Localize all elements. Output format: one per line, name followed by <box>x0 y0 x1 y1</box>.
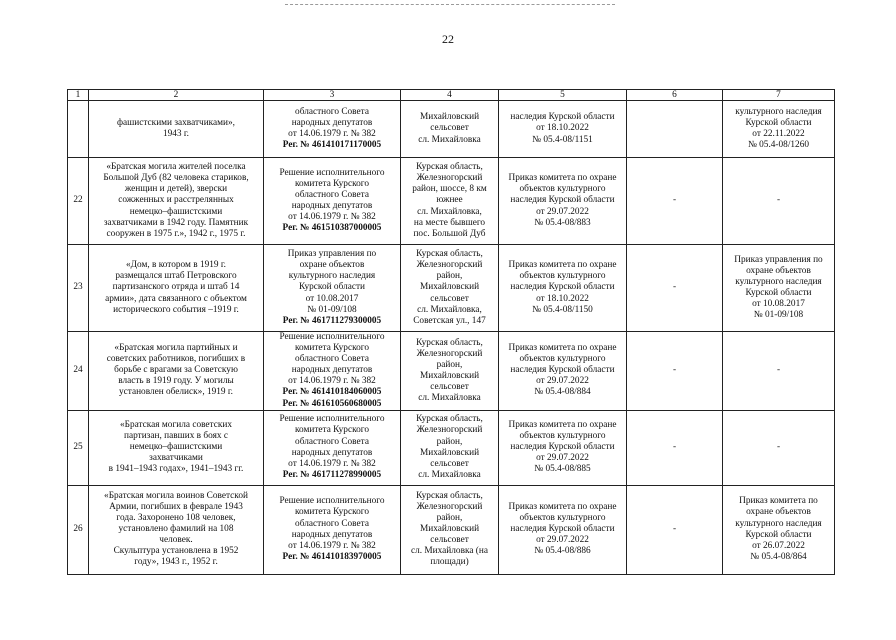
object-name-cell: «Братская могила жителей поселка Большой Дуб (82 человека стариков, женщин и детей), зверски сожженных и расстрелянных немецко–фашистскими захватчиками в 1942 году. Памятник сооружен в 1975 г.», 1942 г., 1975 г. <box>89 158 264 245</box>
column-6-cell: - <box>627 332 723 411</box>
order-cell: Приказ комитета по охране объектов культурного наследия Курской области от 29.07.2022 № 05.4-08/886 <box>499 485 627 574</box>
registration-number: Рег. № 461410184060005 <box>282 387 382 398</box>
row-number-cell: 22 <box>68 158 89 245</box>
registration-number: Рег. № 461610560680005 <box>282 398 382 409</box>
registration-number: Рег. № 461410171170005 <box>282 140 382 151</box>
column-6-cell: - <box>627 410 723 485</box>
heritage-registry-table <box>67 89 835 575</box>
order-cell: Приказ комитета по охране объектов культурного наследия Курской области от 29.07.2022 № 05.4-08/885 <box>499 410 627 485</box>
object-name-cell: «Дом, в котором в 1919 г. размещался штаб Петровского партизанского отряда и штаб 14 армии», дата связанного с объектом исторического события –1919 г. <box>89 245 264 332</box>
table-row <box>68 485 835 574</box>
row-number-cell: 24 <box>68 332 89 411</box>
column-7-cell: - <box>723 332 835 411</box>
column-7-cell: Приказ комитета по охране объектов культурного наследия Курской области от 26.07.2022 № 05.4-08/864 <box>723 485 835 574</box>
column-7-cell: - <box>723 158 835 245</box>
order-cell: наследия Курской области от 18.10.2022 № 05.4-08/1151 <box>499 101 627 158</box>
registration-number: Рег. № 461510387000005 <box>282 223 382 234</box>
header-cell: 3 <box>264 90 401 101</box>
table-row <box>68 101 835 158</box>
table-row <box>68 410 835 485</box>
header-cell: 6 <box>627 90 723 101</box>
column-7-cell: культурного наследия Курской области от 22.11.2022 № 05.4-08/1260 <box>723 101 835 158</box>
column-6-cell <box>627 101 723 158</box>
address-cell: Курская область, Железногорский район, Михайловский сельсовет сл. Михайловка, Советская ул., 147 <box>401 245 499 332</box>
header-row <box>68 90 835 101</box>
header-cell: 2 <box>89 90 264 101</box>
address-cell: Курская область, Железногорский район, Михайловский сельсовет сл. Михайловка <box>401 410 499 485</box>
decision-text: областного Совета народных депутатов от 14.06.1979 г. № 382 <box>288 106 376 139</box>
object-name-cell: фашистскими захватчиками», 1943 г. <box>89 101 264 158</box>
top-divider-line <box>285 4 615 5</box>
order-cell: Приказ комитета по охране объектов культурного наследия Курской области от 18.10.2022 № 05.4-08/1150 <box>499 245 627 332</box>
object-name-cell: «Братская могила воинов Советской Армии, погибших в феврале 1943 года. Захоронено 108 человек, установлено фамилий на 108 человек. Скульптура установлена в 1952 году», 1943 г., 1952 г. <box>89 485 264 574</box>
header-cell: 7 <box>723 90 835 101</box>
row-number-cell: 25 <box>68 410 89 485</box>
header-cell: 4 <box>401 90 499 101</box>
address-cell: Курская область, Железногорский район, шоссе, 8 км южнее сл. Михайловка, на месте бывшего пос. Большой Дуб <box>401 158 499 245</box>
column-6-cell: - <box>627 485 723 574</box>
row-number-cell: 26 <box>68 485 89 574</box>
address-cell: Курская область, Железногорский район, Михайловский сельсовет сл. Михайловка <box>401 332 499 411</box>
decision-cell <box>264 410 401 485</box>
object-name-cell: «Братская могила советских партизан, павших в боях с немецко–фашистскими захватчиками в 1941–1943 годах», 1941–1943 гг. <box>89 410 264 485</box>
row-number-cell: 23 <box>68 245 89 332</box>
address-cell: Михайловский сельсовет сл. Михайловка <box>401 101 499 158</box>
header-cell: 1 <box>68 90 89 101</box>
header-cell: 5 <box>499 90 627 101</box>
decision-text: Решение исполнительного комитета Курского областного Совета народных депутатов от 14.06.1979 г. № 382 <box>279 414 385 469</box>
address-cell: Курская область, Железногорский район, Михайловский сельсовет сл. Михайловка (на площади) <box>401 485 499 574</box>
order-cell: Приказ комитета по охране объектов культурного наследия Курской области от 29.07.2022 № 05.4-08/884 <box>499 332 627 411</box>
table-row <box>68 332 835 411</box>
column-7-cell: Приказ управления по охране объектов культурного наследия Курской области от 10.08.2017 № 01-09/108 <box>723 245 835 332</box>
decision-text: Решение исполнительного комитета Курского областного Совета народных депутатов от 14.06.1979 г. № 382 <box>279 496 385 551</box>
decision-text: Приказ управления по охране объектов культурного наследия Курской области от 10.08.2017 № 01-09/108 <box>287 249 377 315</box>
decision-text: Решение исполнительного комитета Курского областного Совета народных депутатов от 14.06.1979 г. № 382 <box>279 332 385 387</box>
registration-number: Рег. № 461410183970005 <box>282 551 382 562</box>
decision-cell <box>264 101 401 158</box>
object-name-cell: «Братская могила партийных и советских работников, погибших в борьбе с врагами за Советскую власть в 1919 году. У могилы установлен обелиск», 1919 г. <box>89 332 264 411</box>
registration-number: Рег. № 461711278990005 <box>282 469 382 480</box>
decision-cell <box>264 485 401 574</box>
column-6-cell: - <box>627 158 723 245</box>
decision-cell <box>264 245 401 332</box>
table-row <box>68 245 835 332</box>
table-row <box>68 158 835 245</box>
decision-cell <box>264 158 401 245</box>
decision-text: Решение исполнительного комитета Курского областного Совета народных депутатов от 14.06.1979 г. № 382 <box>279 167 385 223</box>
order-cell: Приказ комитета по охране объектов культурного наследия Курской области от 29.07.2022 № 05.4-08/883 <box>499 158 627 245</box>
page-number: 22 <box>442 32 454 46</box>
decision-cell <box>264 332 401 411</box>
column-6-cell: - <box>627 245 723 332</box>
column-7-cell: - <box>723 410 835 485</box>
registration-number: Рег. № 461711279300005 <box>282 315 382 326</box>
row-number-cell <box>68 101 89 158</box>
